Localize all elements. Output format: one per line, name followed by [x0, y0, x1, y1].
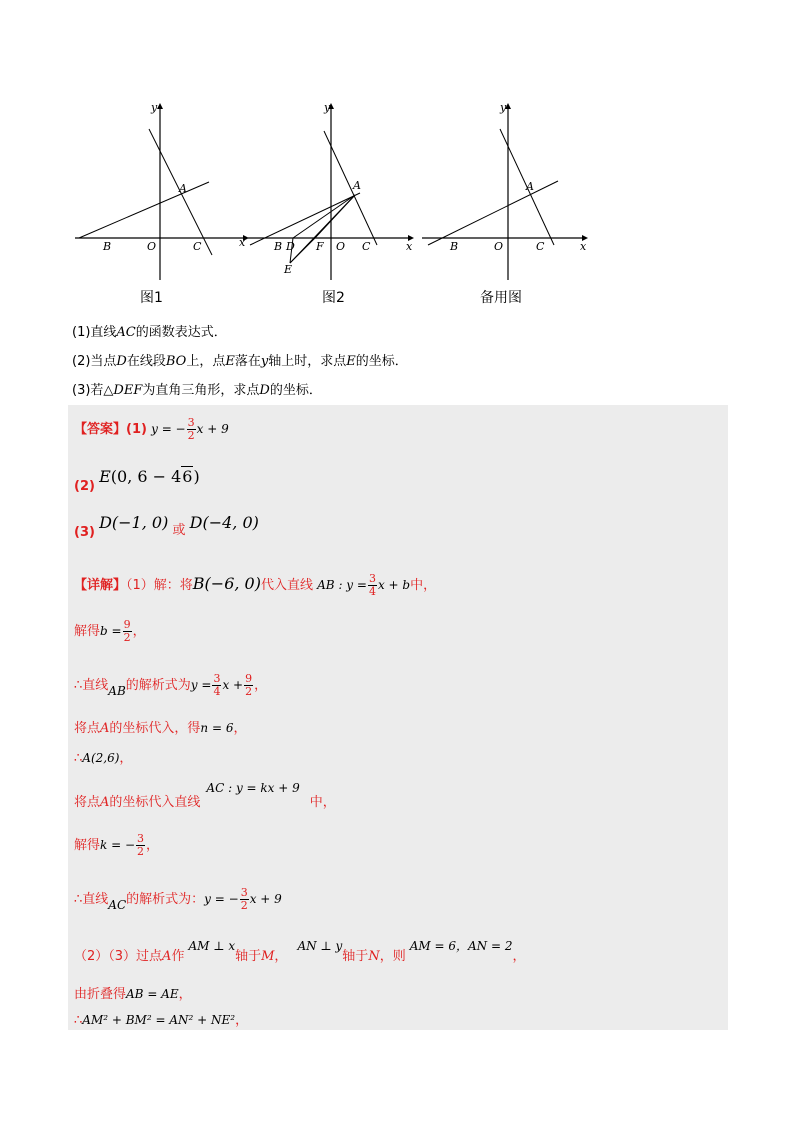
figures-row	[70, 95, 600, 310]
detail-line-2	[74, 619, 146, 644]
frac-den: 2	[137, 845, 145, 858]
detail-l1-rest: x + b	[377, 578, 411, 592]
answer-1-frac	[187, 417, 196, 442]
detail-l1-text2: 代入直线	[260, 578, 313, 593]
detail-l4-text: 将点	[74, 721, 101, 736]
figure-2	[248, 95, 423, 285]
detail-l8-rest: x + 9	[249, 892, 282, 906]
frac-den: 2	[245, 685, 253, 698]
q3-tri: △DEF	[103, 383, 143, 398]
detail-l9-a: A	[162, 949, 172, 964]
q3-d: D	[259, 383, 270, 398]
frac-den: 2	[123, 631, 131, 644]
detail-line-6	[74, 777, 336, 810]
detail-tag: 【详解】	[74, 578, 127, 593]
detail-l8-y: y = −	[204, 892, 239, 906]
point-a-label: A	[179, 182, 187, 195]
frac-num: 3	[137, 832, 145, 845]
point-b-label: B	[450, 240, 459, 253]
q2-mid4: 轴上时，求点	[268, 354, 347, 369]
answer-2-coord: (0, 6 − 4	[110, 467, 182, 486]
q3-suffix: 的坐标．	[269, 383, 322, 398]
detail-l6-text3: 中，	[309, 795, 336, 810]
x-axis-label: x	[406, 240, 413, 253]
x-axis-label: x	[239, 236, 246, 249]
detail-l9-text4: 轴于	[342, 949, 369, 964]
q1-prefix: (1)直线	[72, 325, 117, 340]
detail-l4-a: A	[100, 721, 110, 736]
y-axis-label: y	[324, 101, 331, 114]
answer-1-num: (1)	[126, 422, 147, 437]
point-b-label: B	[103, 240, 112, 253]
detail-l6-ac: AC : y = kx + 9	[206, 781, 300, 795]
detail-l4-end: ，	[233, 721, 247, 736]
detail-l2-frac	[123, 619, 132, 644]
detail-l9-text5: ，则	[379, 949, 406, 964]
answer-2-e: E	[99, 467, 111, 486]
q2-y: y	[260, 354, 269, 369]
answer-line-1	[74, 417, 229, 442]
detail-l3-text2: 的解析式为	[125, 678, 191, 693]
point-c-label: C	[193, 240, 202, 253]
detail-l6-a: A	[100, 795, 110, 810]
figure-backup	[422, 95, 597, 285]
detail-l9-text2: 作	[171, 949, 185, 964]
detail-l1-b: B(−6, 0)	[192, 574, 261, 593]
detail-l5-text: ∴	[74, 751, 83, 766]
answer-line-2	[74, 467, 200, 494]
q2-e2: E	[346, 354, 356, 369]
x-axis-label: x	[580, 240, 587, 253]
detail-l3-text1: ∴直线	[74, 678, 109, 693]
q2-mid2: 上，点	[186, 354, 226, 369]
frac-num: 3	[213, 672, 221, 685]
frac-num: 3	[368, 572, 376, 585]
detail-l9-n: N	[368, 949, 380, 964]
detail-l1-frac	[368, 573, 377, 598]
detail-line-11	[74, 1009, 248, 1028]
q2-mid3: 落在	[234, 354, 261, 369]
question-3	[72, 376, 732, 405]
detail-l4-n: n = 6	[200, 721, 234, 735]
answer-1-rhs: x + 9	[196, 422, 229, 436]
answer-box	[68, 405, 728, 1030]
detail-l9-c1: ，	[274, 949, 288, 964]
frac-num: 3	[240, 886, 248, 899]
frac-num: 9	[245, 672, 253, 685]
point-d-label: D	[286, 240, 295, 253]
detail-l6-text1: 将点	[74, 795, 101, 810]
detail-line-1	[74, 573, 436, 598]
answer-2-close: )	[193, 467, 200, 486]
frac-den: 4	[213, 685, 221, 698]
detail-l3-y: y =	[190, 678, 212, 692]
q2-suffix: 的坐标．	[355, 354, 408, 369]
detail-l7-text: 解得	[74, 838, 101, 853]
detail-l1-text1: （1）解：将	[126, 578, 193, 593]
detail-l11-eq: AM² + BM² = AN² + NE²	[82, 1013, 236, 1027]
q2-d: D	[116, 354, 127, 369]
detail-l9-end: ，	[512, 949, 526, 964]
q2-mid1: 在线段	[126, 354, 166, 369]
detail-l7-k: k = −	[100, 838, 136, 852]
detail-l10-text: 由折叠得	[74, 987, 127, 1002]
q2-prefix: (2)当点	[72, 354, 117, 369]
detail-line-10	[74, 983, 192, 1002]
answer-3-or: 或	[172, 523, 186, 538]
question-2	[72, 347, 732, 376]
question-list	[72, 318, 732, 405]
detail-l3-frac-1	[212, 673, 221, 698]
detail-l8-ac: AC	[108, 898, 127, 912]
detail-l2-end: ，	[132, 624, 146, 639]
detail-line-7	[74, 833, 159, 858]
frac-den: 2	[187, 429, 195, 442]
detail-l5-a: A(2,6)	[82, 751, 120, 765]
detail-l4-text2: 的坐标代入，得	[109, 721, 201, 736]
detail-line-5	[74, 747, 132, 766]
detail-line-8	[74, 887, 282, 912]
answer-1-lhs: y = −	[151, 422, 186, 436]
detail-l9-vals: AM = 6，AN = 2	[409, 939, 513, 953]
detail-l5-end: ，	[119, 751, 133, 766]
detail-l3-ab: AB	[108, 684, 126, 698]
detail-l11-end: ，	[235, 1013, 249, 1028]
q2-bo: BO	[165, 354, 187, 369]
answer-2-num: (2)	[74, 479, 95, 494]
detail-l11-text: ∴	[74, 1013, 83, 1028]
q1-math: AC	[116, 325, 136, 340]
detail-l3-plus: x +	[222, 678, 244, 692]
detail-l3-end: ，	[254, 678, 268, 693]
figure-1	[75, 95, 250, 285]
detail-line-9	[74, 935, 526, 964]
question-1	[72, 318, 732, 347]
detail-l8-text1: ∴直线	[74, 892, 109, 907]
detail-l9-text3: 轴于	[235, 949, 262, 964]
frac-num: 9	[123, 618, 131, 631]
detail-l3-frac-2	[244, 673, 253, 698]
point-a-label: A	[526, 180, 534, 193]
q2-e: E	[225, 354, 235, 369]
detail-l10-end: ，	[178, 987, 192, 1002]
detail-l6-text2: 的坐标代入直线	[109, 795, 201, 810]
answer-3-d2: D(−4, 0)	[189, 513, 259, 532]
detail-l8-text2: 的解析式为：	[126, 892, 205, 907]
point-a-label: A	[353, 179, 361, 192]
answer-line-3	[74, 513, 259, 540]
origin-label: O	[147, 240, 157, 253]
q3-mid: 为直角三角形，求点	[142, 383, 260, 398]
figure-backup-caption: 备用图	[480, 290, 522, 306]
point-f-label: F	[316, 240, 324, 253]
point-c-label: C	[362, 240, 371, 253]
y-axis-label: y	[151, 101, 158, 114]
detail-l7-end: ，	[146, 838, 160, 853]
answer-3-d1: D(−1, 0)	[99, 513, 169, 532]
figure-1-caption: 图1	[140, 290, 163, 306]
detail-l1-text3: 中，	[410, 578, 437, 593]
detail-l8-frac	[240, 887, 249, 912]
detail-l9-text1: （2）（3）过点	[74, 949, 163, 964]
origin-label: O	[336, 240, 346, 253]
frac-num: 3	[187, 416, 195, 429]
y-axis-label: y	[500, 101, 507, 114]
detail-l1-ab: AB : y =	[317, 578, 367, 592]
detail-l9-an: AN ⊥ y	[297, 939, 343, 953]
point-e-label: E	[284, 263, 293, 276]
figure-2-caption: 图2	[322, 290, 345, 306]
answer-2-sqrt: 6	[182, 467, 193, 486]
point-c-label: C	[536, 240, 545, 253]
frac-den: 4	[368, 585, 376, 598]
origin-label: O	[494, 240, 504, 253]
detail-l7-frac	[136, 833, 145, 858]
detail-l2-b: b =	[100, 624, 122, 638]
detail-l9-am: AM ⊥ x	[188, 939, 236, 953]
answer-tag: 【答案】	[74, 422, 127, 437]
detail-l10-eq: AB = AE	[126, 987, 179, 1001]
point-b-label: B	[274, 240, 283, 253]
q3-prefix: (3)若	[72, 383, 104, 398]
detail-l2-text: 解得	[74, 624, 101, 639]
detail-line-4	[74, 717, 246, 736]
q1-suffix: 的函数表达式．	[135, 325, 227, 340]
answer-3-num: (3)	[74, 525, 95, 540]
detail-line-3	[74, 673, 267, 698]
detail-l9-m: M	[261, 949, 275, 964]
frac-den: 2	[240, 899, 248, 912]
